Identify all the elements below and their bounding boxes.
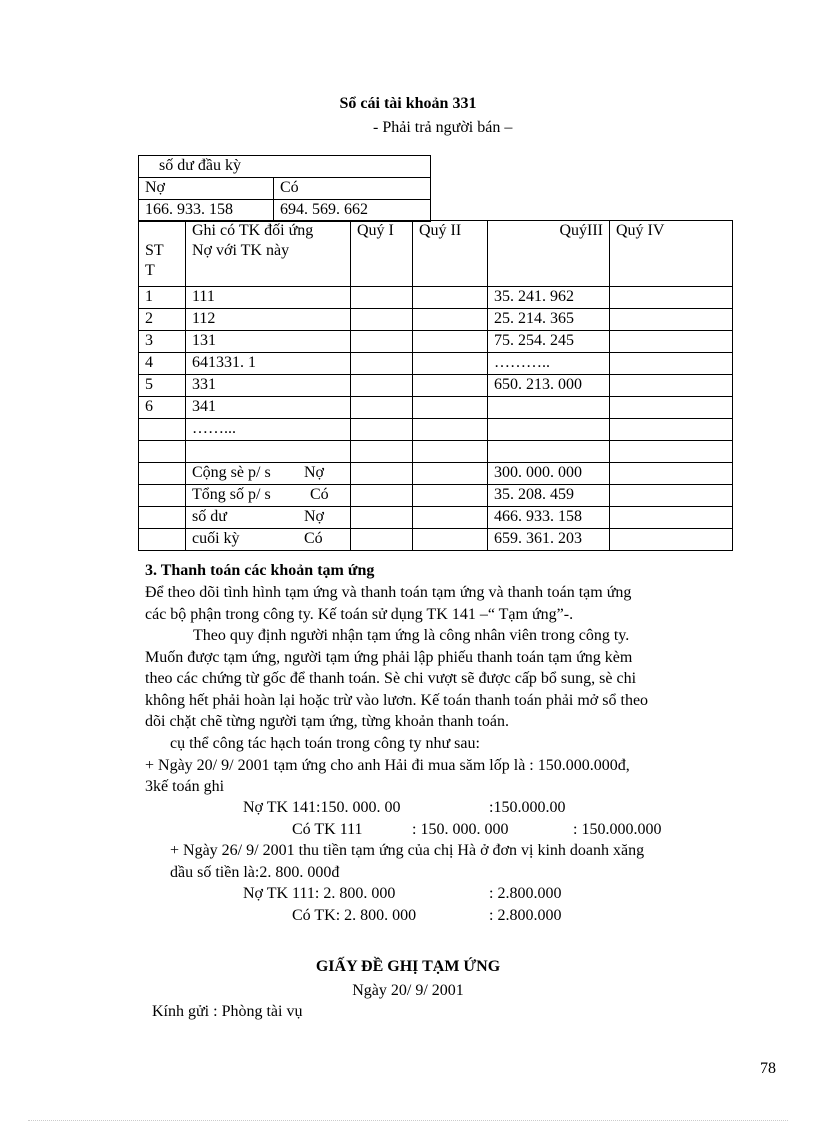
totals-row: Tổng số p/ s Có 35. 208. 459 (139, 485, 733, 507)
form-date: Ngày 20/ 9/ 2001 (352, 982, 464, 999)
entry-debit: Nợ TK 111: 2. 800. 000 (243, 885, 396, 902)
table-row (139, 441, 733, 463)
entry-debit-amount: : 2.800.000 (489, 885, 562, 902)
paragraph-line: cụ thể công tác hạch toán trong công ty như sau: (170, 735, 480, 752)
paragraph-line: dõi chặt chẽ từng người tạm ứng, từng khoản thanh toán. (145, 713, 509, 730)
header-stt: ST T (139, 221, 186, 287)
paragraph-line: theo các chứng từ gốc để thanh toán. Sè chi vượt sẽ được cấp bổ sung, sè chi (145, 670, 637, 687)
paragraph-line: 3kế toán ghi (145, 778, 225, 795)
header-q4: Quý IV (610, 221, 733, 287)
entry-credit-amount: : 150.000.000 (573, 821, 662, 838)
table-row: 5 331 650. 213. 000 (139, 375, 733, 397)
credit-label: Có (274, 178, 431, 200)
table-row: 1 111 35. 241. 962 (139, 287, 733, 309)
totals-row: số dư Nợ 466. 933. 158 (139, 507, 733, 529)
entry-debit: Nợ TK 141:150. 000. 00 (243, 799, 401, 816)
paragraph-line: Theo quy định người nhận tạm ứng là công nhân viên trong công ty. (193, 627, 630, 644)
header-q2: Quý II (413, 221, 488, 287)
header-account: Ghi có TK đối ứng Nợ với TK này (186, 221, 351, 287)
debit-value: 166. 933. 158 (139, 200, 274, 222)
page-number: 78 (760, 1060, 776, 1077)
totals-row: cuối kỳ Có 659. 361. 203 (139, 529, 733, 551)
entry-credit-mid: : 150. 000. 000 (412, 821, 509, 838)
paragraph-line: + Ngày 26/ 9/ 2001 thu tiền tạm ứng của chị Hà ở đơn vị kinh doanh xăng (170, 842, 645, 859)
paragraph-line: Để theo dõi tình hình tạm ứng và thanh toán tạm ứng và thanh toán tạm ứng (145, 584, 632, 601)
section-heading: 3. Thanh toán các khoản tạm ứng (145, 562, 375, 579)
totals-row: Cộng sè p/ s Nợ 300. 000. 000 (139, 463, 733, 485)
paragraph-line: + Ngày 20/ 9/ 2001 tạm ứng cho anh Hải đi mua săm lốp là : 150.000.000đ, (145, 757, 630, 774)
debit-label: Nợ (139, 178, 274, 200)
opening-balance-label: số dư đầu kỳ (139, 156, 431, 178)
entry-debit-amount: :150.000.00 (489, 799, 566, 816)
table-row: 2 112 25. 214. 365 (139, 309, 733, 331)
header-q1: Quý I (351, 221, 413, 287)
table-row: 3 131 75. 254. 245 (139, 331, 733, 353)
table-row: ……... (139, 419, 733, 441)
opening-balance-table (138, 155, 431, 222)
paragraph-line: Muốn được tạm ứng, người tạm ứng phải lập phiếu thanh toán tạm ứng kèm (145, 649, 633, 666)
header-q3: QuýIII (488, 221, 610, 287)
form-recipient: Kính gửi : Phòng tài vụ (152, 1003, 303, 1020)
footer-divider (28, 1120, 788, 1121)
paragraph-line: không hết phải hoàn lại hoặc trừ vào lươn. Kế toán thanh toán phải mở sổ theo (145, 692, 649, 709)
entry-credit: Có TK 111 (292, 821, 363, 838)
page-title: Sổ cái tài khoản 331 (339, 95, 477, 112)
form-title: GIẤY ĐỀ GHỊ TẠM ỨNG (315, 958, 501, 975)
table-row: 6 341 (139, 397, 733, 419)
entry-credit-amount: : 2.800.000 (489, 907, 562, 924)
credit-value: 694. 569. 662 (274, 200, 431, 222)
table-row: 4 641331. 1 ……….. (139, 353, 733, 375)
paragraph-line: dầu số tiền là:2. 800. 000đ (170, 864, 340, 881)
ledger-table (138, 220, 733, 551)
page-subtitle: - Phải trả người bán – (373, 119, 513, 136)
entry-credit: Có TK: 2. 800. 000 (292, 907, 417, 924)
paragraph-line: các bộ phận trong công ty. Kế toán sử dụng TK 141 –“ Tạm ứng”-. (145, 606, 574, 623)
